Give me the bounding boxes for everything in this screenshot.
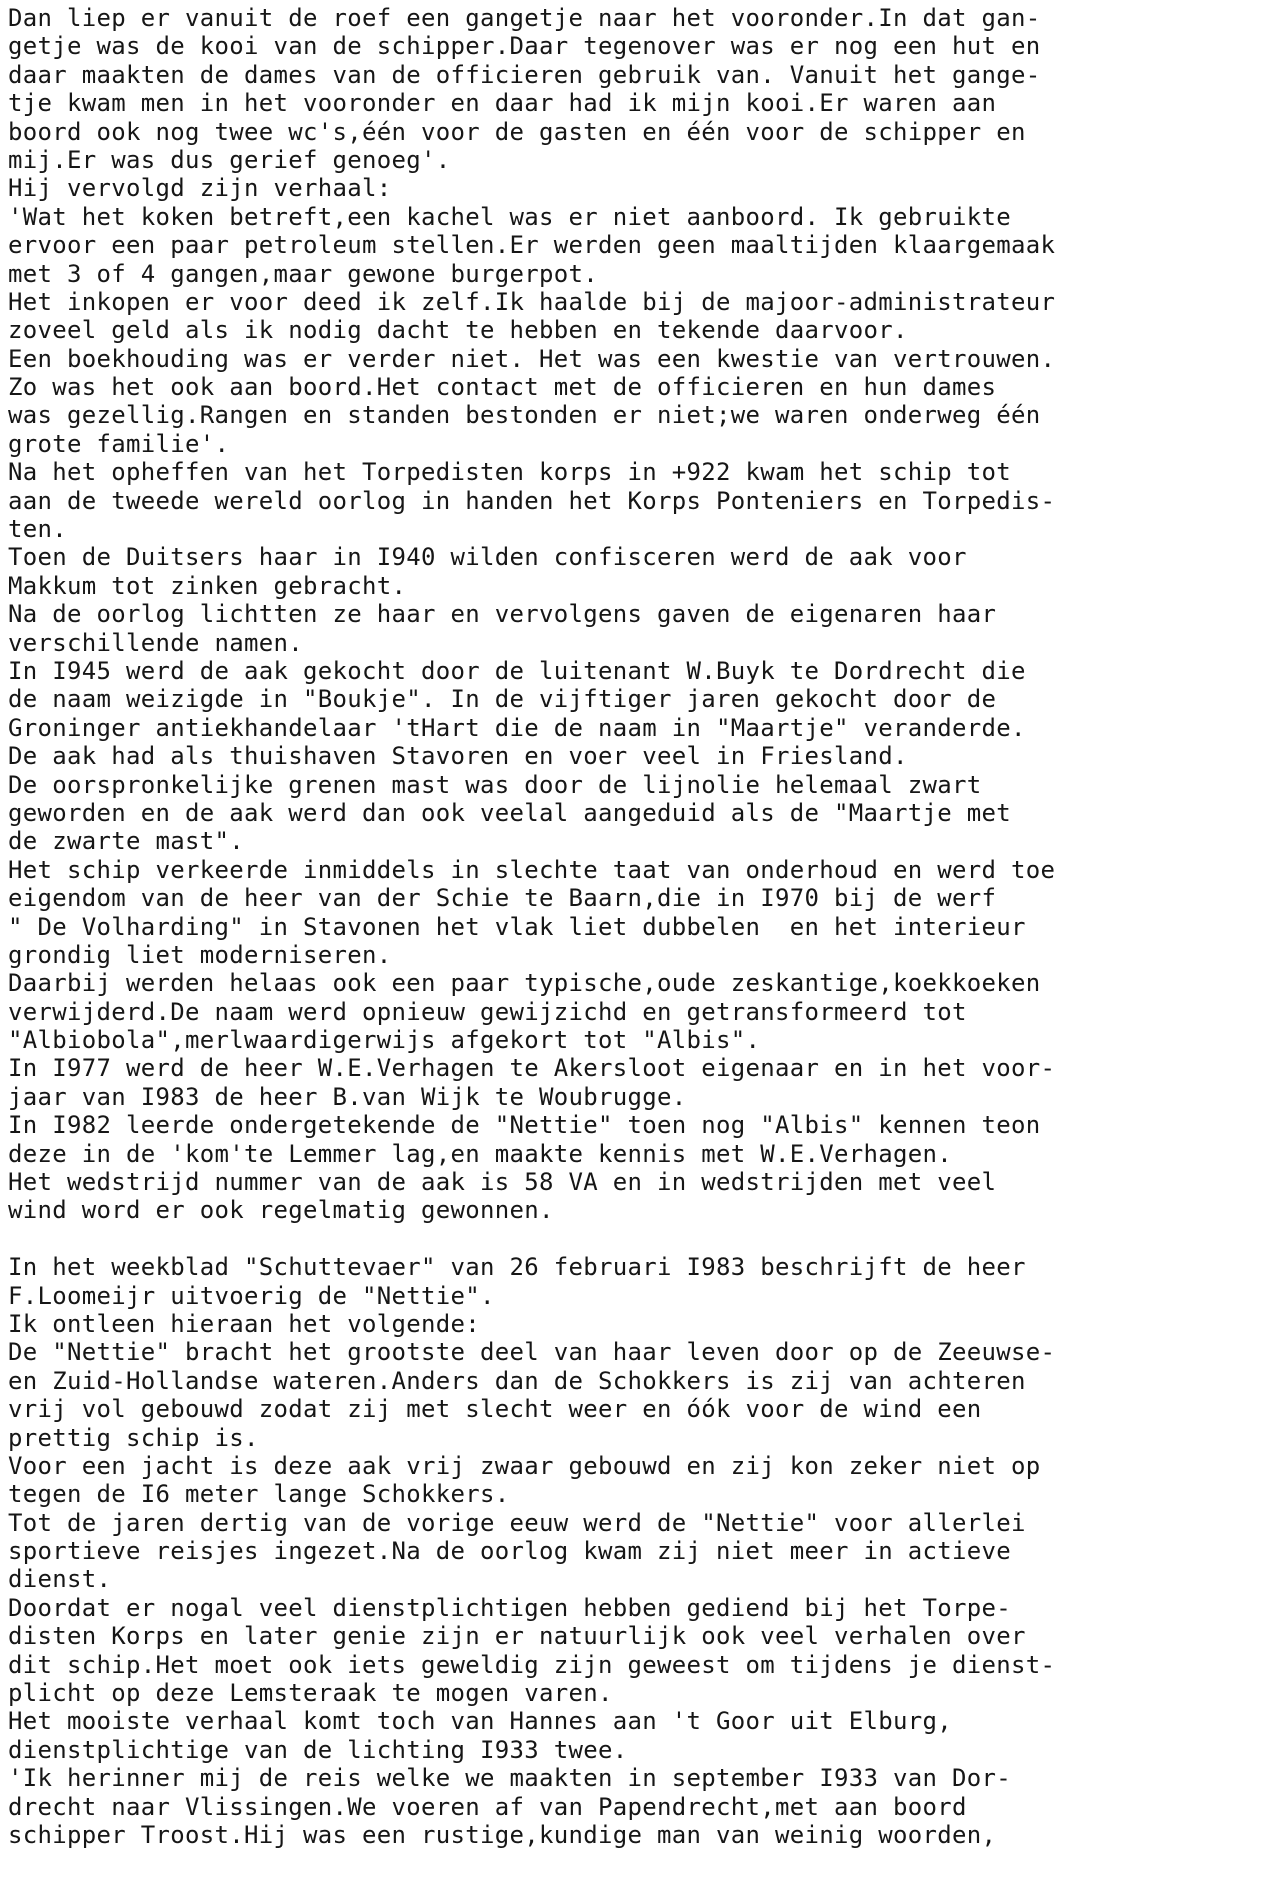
text-line: Makkum tot zinken gebracht. xyxy=(8,571,407,600)
text-line: "Albiobola",merlwaardigerwijs afgekort tot "Albis". xyxy=(8,1026,761,1055)
text-line: F.Loomeijr uitvoerig de "Nettie". xyxy=(8,1281,495,1310)
text-line: 'Wat het koken betreft,een kachel was er niet aanboord. Ik gebruikte xyxy=(8,202,1011,231)
text-line: mij.Er was dus gerief genoeg'. xyxy=(8,145,451,174)
text-line: Hij vervolgd zijn verhaal: xyxy=(8,174,392,203)
text-line: grondig liet moderniseren. xyxy=(8,940,392,969)
text-line: getje was de kooi van de schipper.Daar tegenover was er nog een hut en xyxy=(8,32,1041,61)
text-line: Het schip verkeerde inmiddels in slechte taat van onderhoud en werd toe xyxy=(8,855,1056,884)
text-line: De aak had als thuishaven Stavoren en voer veel in Friesland. xyxy=(8,742,908,771)
text-line: verwijderd.De naam werd opnieuw gewijzichd en getransformeerd tot xyxy=(8,997,967,1026)
text-line: In I945 werd de aak gekocht door de luitenant W.Buyk te Dordrecht die xyxy=(8,656,1026,685)
text-line: Groninger antiekhandelaar 'tHart die de naam in "Maartje" veranderde. xyxy=(8,713,1026,742)
text-line: De oorspronkelijke grenen mast was door de lijnolie helemaal zwart xyxy=(8,770,982,799)
text-line: disten Korps en later genie zijn er natuurlijk ook veel verhalen over xyxy=(8,1622,1026,1651)
text-line: In het weekblad "Schuttevaer" van 26 februari I983 beschrijft de heer xyxy=(8,1253,1026,1282)
text-line: Na het opheffen van het Torpedisten korps in +922 kwam het schip tot xyxy=(8,458,1011,487)
text-line: Het inkopen er voor deed ik zelf.Ik haalde bij de majoor-administrateur xyxy=(8,287,1056,316)
text-line: Het mooiste verhaal komt toch van Hannes aan 't Goor uit Elburg, xyxy=(8,1707,952,1736)
text-line: 'Ik herinner mij de reis welke we maakten in september I933 van Dor- xyxy=(8,1764,1011,1793)
text-line: prettig schip is. xyxy=(8,1423,259,1452)
text-line: In I977 werd de heer W.E.Verhagen te Akersloot eigenaar en in het voor- xyxy=(8,1054,1056,1083)
text-line: tegen de I6 meter lange Schokkers. xyxy=(8,1480,510,1509)
text-line: Na de oorlog lichtten ze haar en vervolgens gaven de eigenaren haar xyxy=(8,600,997,629)
text-line: Ik ontleen hieraan het volgende: xyxy=(8,1309,480,1338)
text-line: ten. xyxy=(8,515,67,544)
text-line: plicht op deze Lemsteraak te mogen varen. xyxy=(8,1679,613,1708)
text-line: Tot de jaren dertig van de vorige eeuw werd de "Nettie" voor allerlei xyxy=(8,1508,1026,1537)
text-line: daar maakten de dames van de officieren gebruik van. Vanuit het gange- xyxy=(8,60,1041,89)
text-line: Een boekhouding was er verder niet. Het was een kwestie van vertrouwen. xyxy=(8,344,1056,373)
text-line: dit schip.Het moet ook iets geweldig zijn geweest om tijdens je dienst- xyxy=(8,1650,1056,1679)
text-line: Daarbij werden helaas ook een paar typische,oude zeskantige,koekkoeken xyxy=(8,969,1041,998)
text-line: boord ook nog twee wc's,één voor de gasten en één voor de schipper en xyxy=(8,117,1026,146)
text-line: de zwarte mast". xyxy=(8,827,244,856)
text-line: eigendom van de heer van der Schie te Baarn,die in I970 bij de werf xyxy=(8,884,997,913)
text-line: aan de tweede wereld oorlog in handen het Korps Ponteniers en Torpedis- xyxy=(8,486,1056,515)
text-line: Toen de Duitsers haar in I940 wilden confisceren werd de aak voor xyxy=(8,543,967,572)
text-line: en Zuid-Hollandse wateren.Anders dan de Schokkers is zij van achteren xyxy=(8,1366,1026,1395)
text-line: Dan liep er vanuit de roef een gangetje naar het vooronder.In dat gan- xyxy=(8,4,1041,32)
text-line: dienstplichtige van de lichting I933 twee. xyxy=(8,1735,628,1764)
text-line: In I982 leerde ondergetekende de "Nettie" toen nog "Albis" kennen teon xyxy=(8,1111,1041,1140)
text-line: geworden en de aak werd dan ook veelal aangeduid als de "Maartje met xyxy=(8,798,1011,827)
text-line: dienst. xyxy=(8,1565,112,1594)
text-line: Zo was het ook aan boord.Het contact met de officieren en hun dames xyxy=(8,373,997,402)
text-line: Het wedstrijd nummer van de aak is 58 VA en in wedstrijden met veel xyxy=(8,1168,997,1197)
text-line: Voor een jacht is deze aak vrij zwaar gebouwd en zij kon zeker niet op xyxy=(8,1451,1041,1480)
text-line: met 3 of 4 gangen,maar gewone burgerpot. xyxy=(8,259,598,288)
blank-line xyxy=(8,1225,1266,1253)
text-line: ervoor een paar petroleum stellen.Er werden geen maaltijden klaargemaak xyxy=(8,231,1056,260)
text-line: Doordat er nogal veel dienstplichtigen hebben gediend bij het Torpe- xyxy=(8,1593,1011,1622)
text-line: jaar van I983 de heer B.van Wijk te Woubrugge. xyxy=(8,1082,687,1111)
text-line: deze in de 'kom'te Lemmer lag,en maakte kennis met W.E.Verhagen. xyxy=(8,1139,952,1168)
text-line: grote familie'. xyxy=(8,429,230,458)
text-line: vrij vol gebouwd zodat zij met slecht weer en óók voor de wind een xyxy=(8,1395,982,1424)
text-line: sportieve reisjes ingezet.Na de oorlog kwam zij niet meer in actieve xyxy=(8,1537,1011,1566)
text-line: zoveel geld als ik nodig dacht te hebben en tekende daarvoor. xyxy=(8,316,908,345)
text-line: wind word er ook regelmatig gewonnen. xyxy=(8,1196,554,1225)
text-line: schipper Troost.Hij was een rustige,kundige man van weinig woorden, xyxy=(8,1821,997,1849)
text-line: " De Volharding" in Stavonen het vlak liet dubbelen en het interieur xyxy=(8,912,1026,941)
text-line: De "Nettie" bracht het grootste deel van haar leven door op de Zeeuwse- xyxy=(8,1338,1056,1367)
text-line: de naam weizigde in "Boukje". In de vijftiger jaren gekocht door de xyxy=(8,685,997,714)
text-line: was gezellig.Rangen en standen bestonden er niet;we waren onderweg één xyxy=(8,401,1041,430)
text-line: verschillende namen. xyxy=(8,628,303,657)
text-line: tje kwam men in het vooronder en daar had ik mijn kooi.Er waren aan xyxy=(8,89,997,118)
text-line: drecht naar Vlissingen.We voeren af van Papendrecht,met aan boord xyxy=(8,1792,967,1821)
